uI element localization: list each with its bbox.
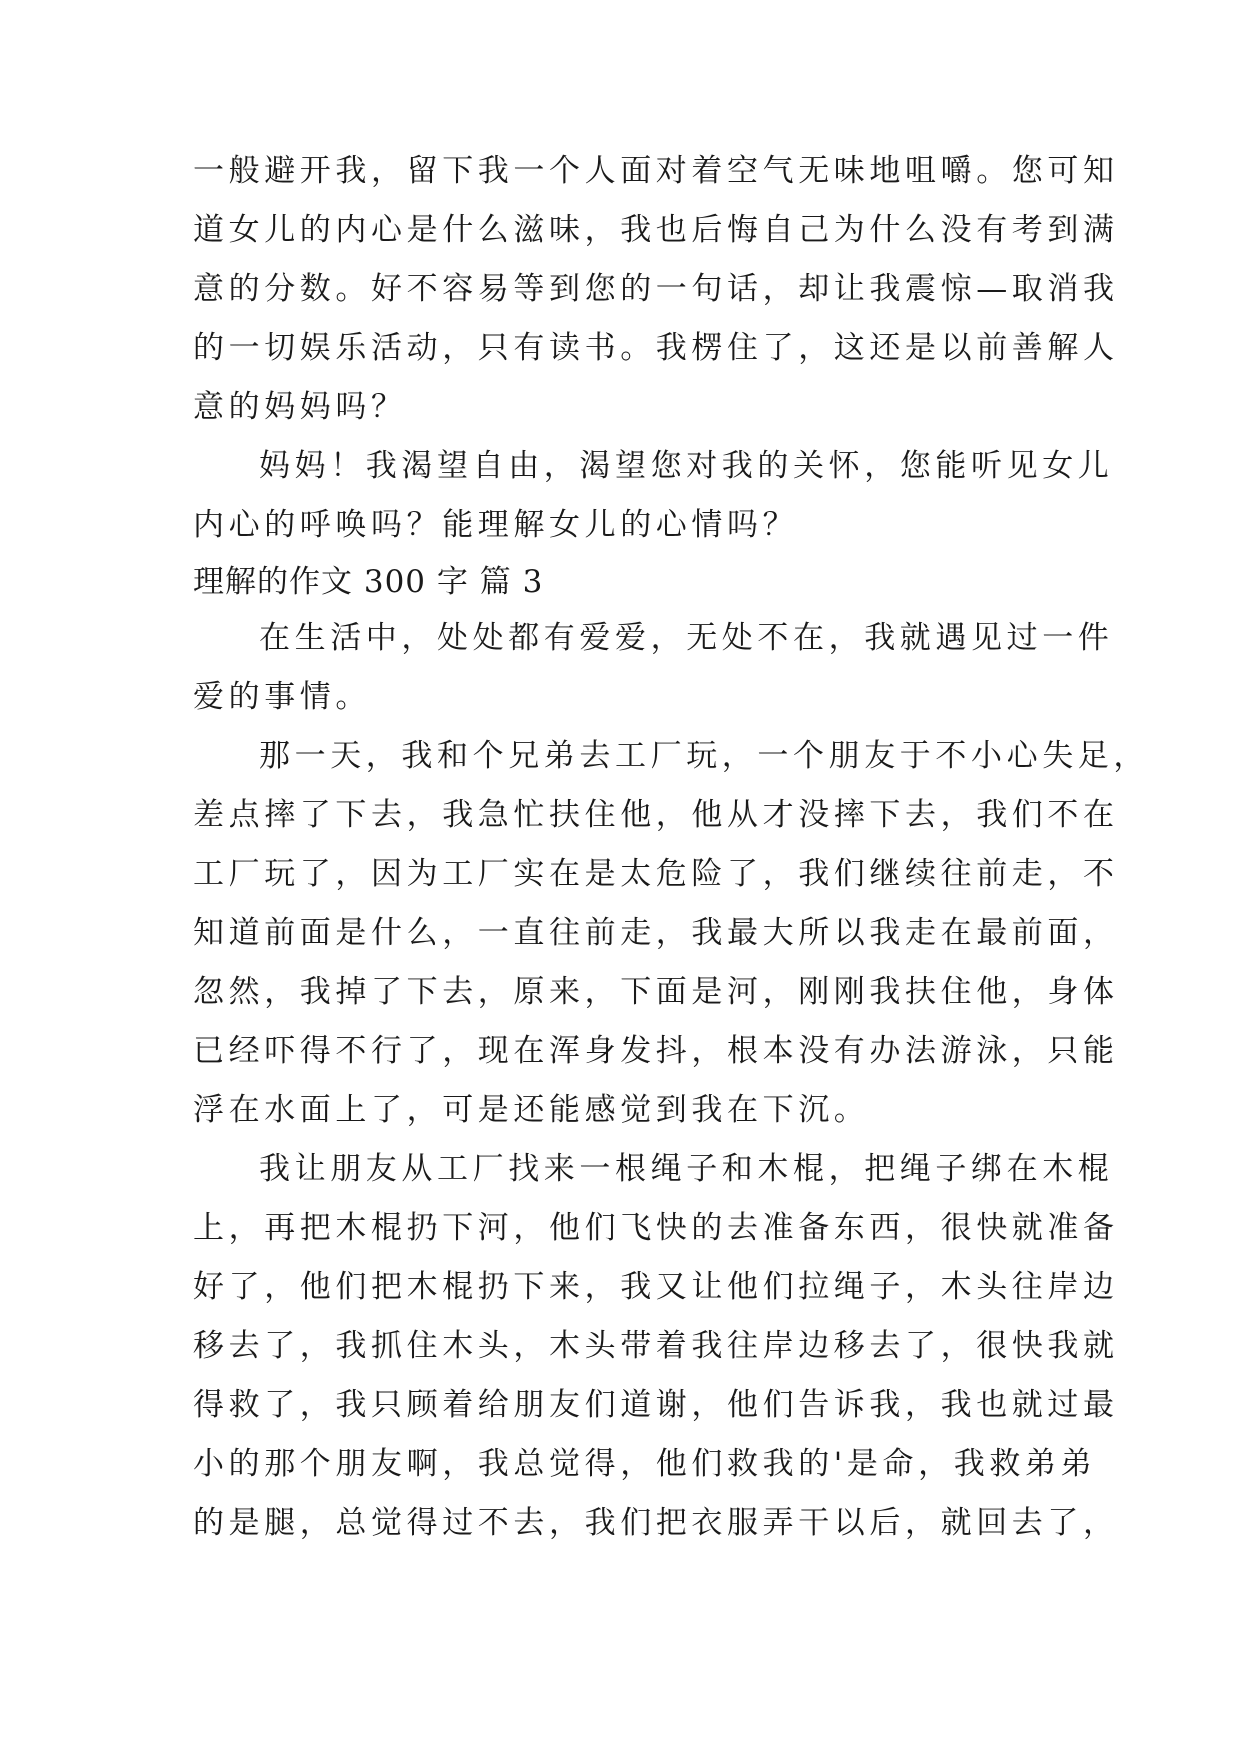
text-line: 我让朋友从工厂找来一根绳子和木棍，把绳子绑在木棍 (259, 1151, 1114, 1187)
text-line: 工厂玩了，因为工厂实在是太危险了，我们继续往前走，不 (193, 856, 1119, 892)
text-line: 爱的事情。 (193, 679, 371, 715)
text-line: 得救了，我只顾着给朋友们道谢，他们告诉我，我也就过最 (193, 1387, 1119, 1423)
text-line: 移去了，我抓住木头，木头带着我往岸边移去了，很快我就 (193, 1328, 1119, 1364)
text-line: 差点摔了下去，我急忙扶住他，他从才没摔下去，我们不在 (193, 797, 1119, 833)
text-line: 知道前面是什么，一直往前走，我最大所以我走在最前面， (193, 915, 1119, 951)
text-line: 的是腿，总觉得过不去，我们把衣服弄干以后，就回去了， (193, 1505, 1119, 1541)
text-line: 的一切娱乐活动，只有读书。我楞住了，这还是以前善解人 (193, 330, 1119, 366)
text-line: 在生活中，处处都有爱爱，无处不在，我就遇见过一件 (259, 620, 1114, 656)
text-line: 一般避开我，留下我一个人面对着空气无味地咀嚼。您可知 (193, 153, 1119, 189)
document-body (193, 142, 1149, 1553)
text-line: 好了，他们把木棍扔下来，我又让他们拉绳子，木头往岸边 (193, 1269, 1119, 1305)
paragraph (193, 142, 1119, 437)
text-line: 浮在水面上了，可是还能感觉到我在下沉。 (193, 1092, 870, 1128)
text-line: 忽然，我掉了下去，原来，下面是河，刚刚我扶住他，身体 (193, 974, 1119, 1010)
text-line: 小的那个朋友啊，我总觉得，他们救我的'是命，我救弟弟 (193, 1446, 1097, 1482)
text-line: 意的妈妈吗？ (193, 389, 407, 425)
paragraph (193, 727, 1149, 1140)
text-line: 妈妈！我渴望自由，渴望您对我的关怀，您能听见女儿 (259, 448, 1114, 484)
text-line: 内心的呼唤吗？能理解女儿的心情吗？ (193, 507, 799, 543)
section-heading (193, 555, 1053, 609)
paragraph (193, 1140, 1119, 1553)
heading-text: 理解的作文 300 字 篇 3 (193, 564, 544, 600)
text-line: 上，再把木棍扔下河，他们飞快的去准备东西，很快就准备 (193, 1210, 1119, 1246)
paragraph (193, 609, 1114, 727)
text-line: 那一天，我和个兄弟去工厂玩，一个朋友于不小心失足， (259, 738, 1149, 774)
text-line: 意的分数。好不容易等到您的一句话，却让我震惊—取消我 (193, 271, 1119, 307)
paragraph (193, 437, 1114, 555)
text-line: 道女儿的内心是什么滋味，我也后悔自己为什么没有考到满 (193, 212, 1119, 248)
text-line: 已经吓得不行了，现在浑身发抖，根本没有办法游泳，只能 (193, 1033, 1119, 1069)
